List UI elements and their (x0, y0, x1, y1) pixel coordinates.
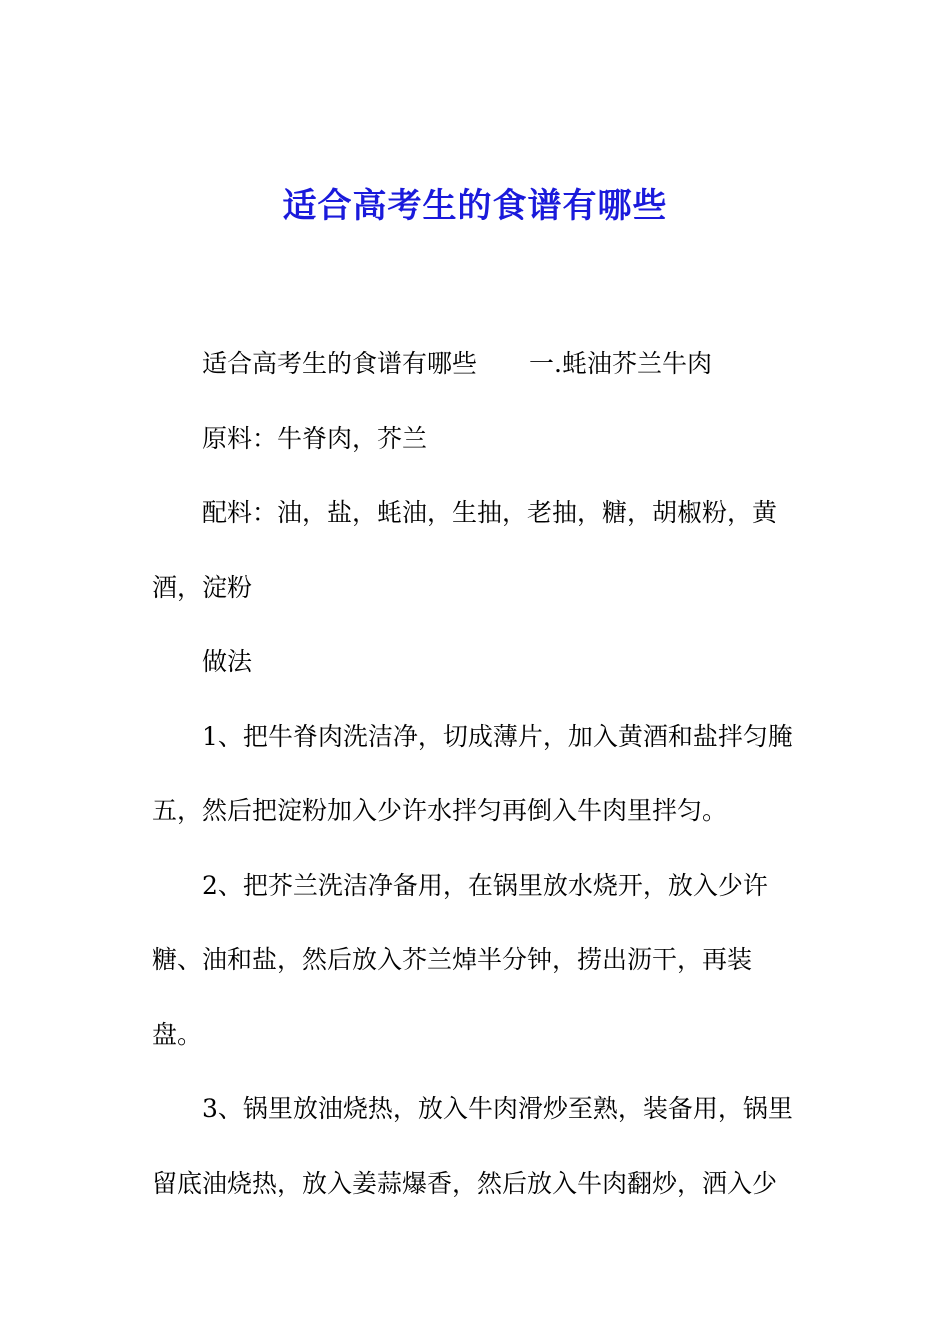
seasonings-paragraph: 配料：油，盐，蚝油，生抽，老抽，糖，胡椒粉，黄酒，淀粉 (152, 498, 778, 602)
intro-paragraph (152, 327, 812, 402)
dish-heading: 一.蚝油芥兰牛肉 (529, 349, 712, 378)
step-1-paragraph: 1、把牛脊肉洗洁净，切成薄片，加入黄酒和盐拌匀腌五，然后把淀粉加入少许水拌匀再倒入牛肉里拌匀。 (152, 721, 793, 825)
ingredients-paragraph: 原料：牛脊肉，芥兰 (202, 423, 428, 453)
document-body (152, 327, 812, 1221)
intro-heading: 适合高考生的食谱有哪些 (202, 349, 478, 378)
step-3-paragraph: 3、锅里放油烧热，放入牛肉滑炒至熟，装备用，锅里留底油烧热，放入姜蒜爆香，然后放入牛肉翻炒，洒入少 (152, 1094, 793, 1198)
step-2-paragraph: 2、把芥兰洗洁净备用，在锅里放水烧开，放入少许糖、油和盐，然后放入芥兰焯半分钟，捞出沥干，再装盘。 (152, 870, 768, 1049)
method-heading: 做法 (202, 647, 253, 676)
document-title: 适合高考生的食谱有哪些 (282, 186, 668, 226)
